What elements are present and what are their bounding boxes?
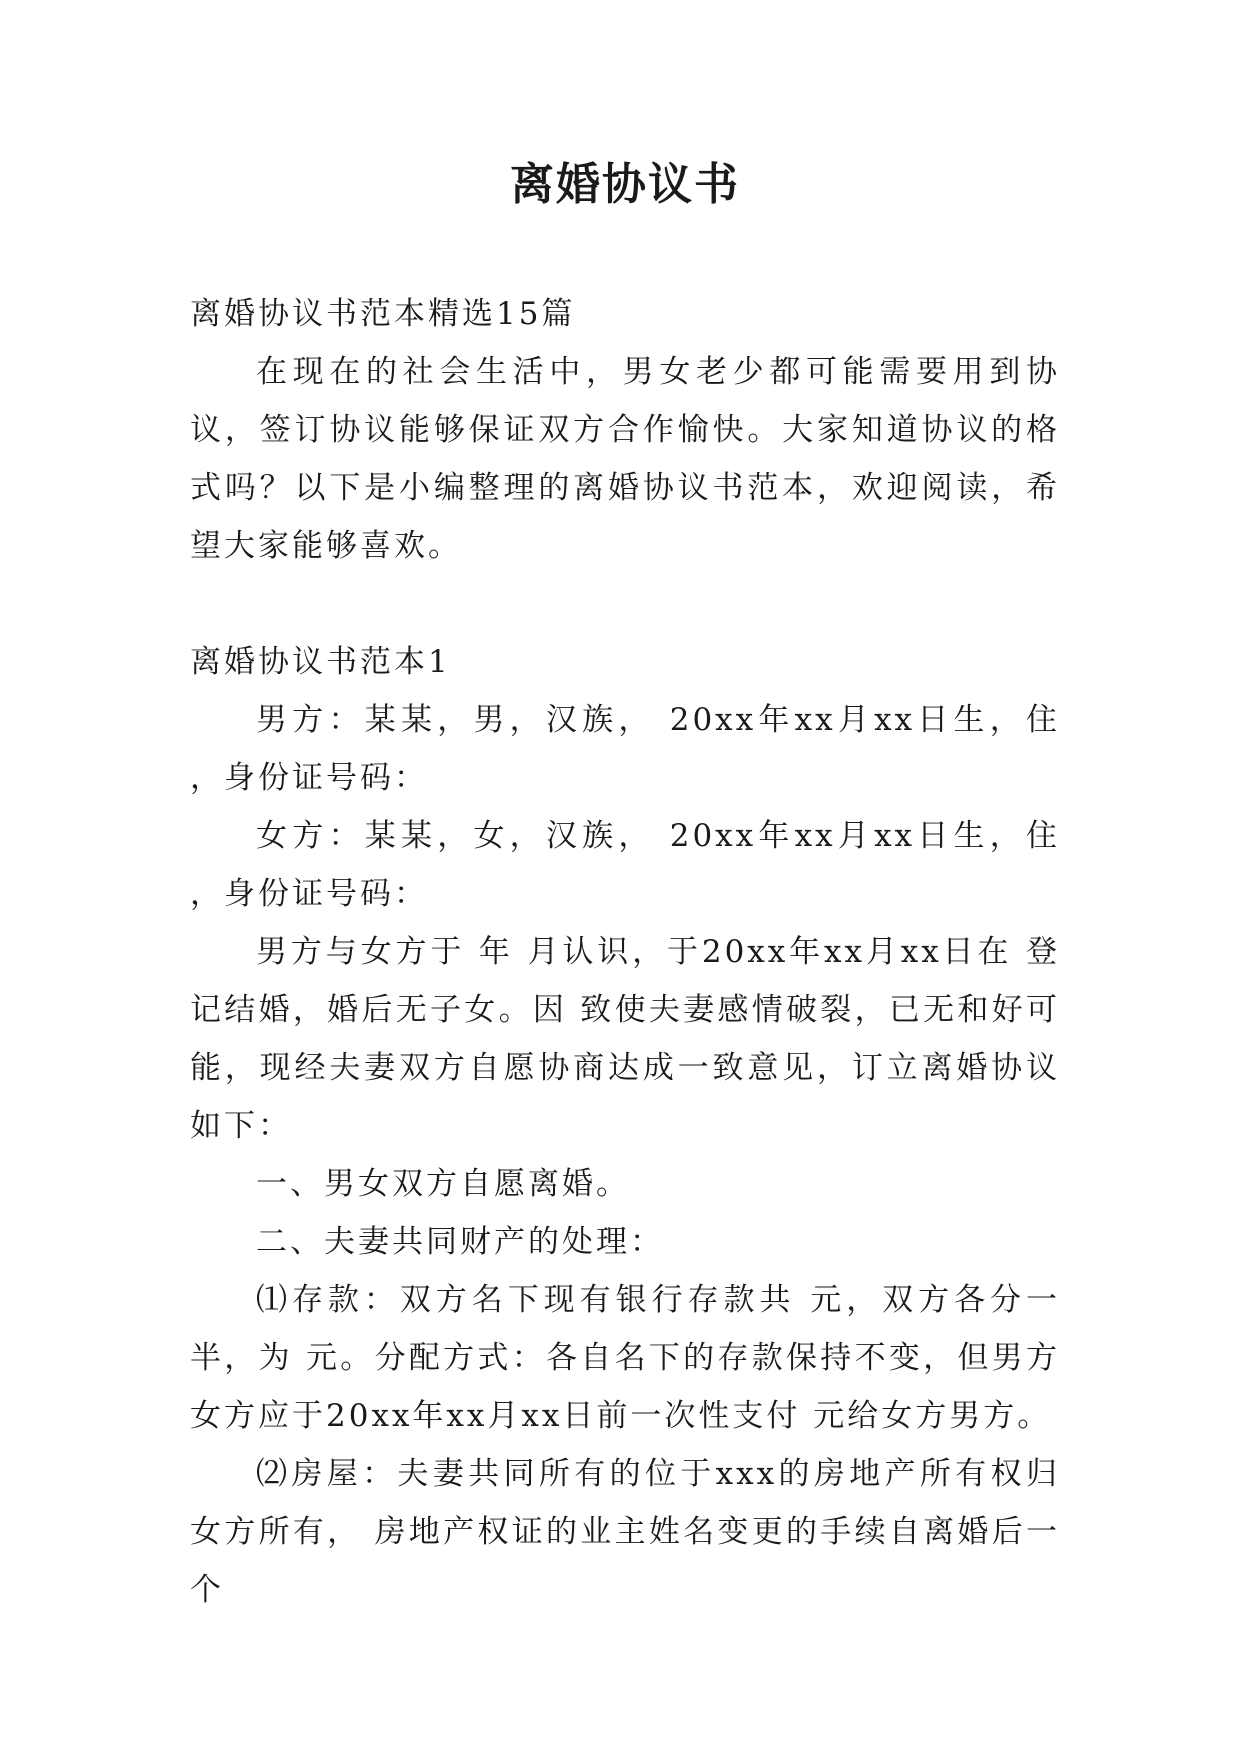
clause-house: ⑵房屋：夫妻共同所有的位于xxx的房地产所有权归女方所有， 房地产权证的业主姓名变更的手续自离婚后一个 [190,1456,1060,1608]
male-party-paragraph: 男方：某某，男，汉族， 20xx年xx月xx日生，住 ，身份证号码： [190,702,1060,796]
document-subtitle: 离婚协议书范本精选15篇 [190,296,576,332]
background-paragraph: 男方与女方于 年 月认识，于20xx年xx月xx日在 登记结婚，婚后无子女。因 致使夫妻感情破裂，已无和好可能，现经夫妻双方自愿协商达成一致意见，订立离婚协议如下： [190,934,1060,1144]
clause-divorce: 一、男女双方自愿离婚。 [256,1166,630,1202]
document-body [190,285,1060,1619]
clause-deposits: ⑴存款：双方名下现有银行存款共 元，双方各分一半，为 元。分配方式：各自名下的存款保持不变，但男方女方应于20xx年xx月xx日前一次性支付 元给女方男方。 [190,1282,1060,1434]
female-party-paragraph: 女方：某某，女，汉族， 20xx年xx月xx日生，住 ，身份证号码： [190,818,1060,912]
document-title: 离婚协议书 [510,159,740,210]
intro-paragraph: 在现在的社会生活中，男女老少都可能需要用到协议，签订协议能够保证双方合作愉快。大家知道协议的格式吗？以下是小编整理的离婚协议书范本，欢迎阅读，希望大家能够喜欢。 [190,354,1060,564]
paragraph-spacer [190,575,1060,633]
section-heading: 离婚协议书范本1 [190,644,451,680]
clause-property: 二、夫妻共同财产的处理： [256,1224,664,1260]
